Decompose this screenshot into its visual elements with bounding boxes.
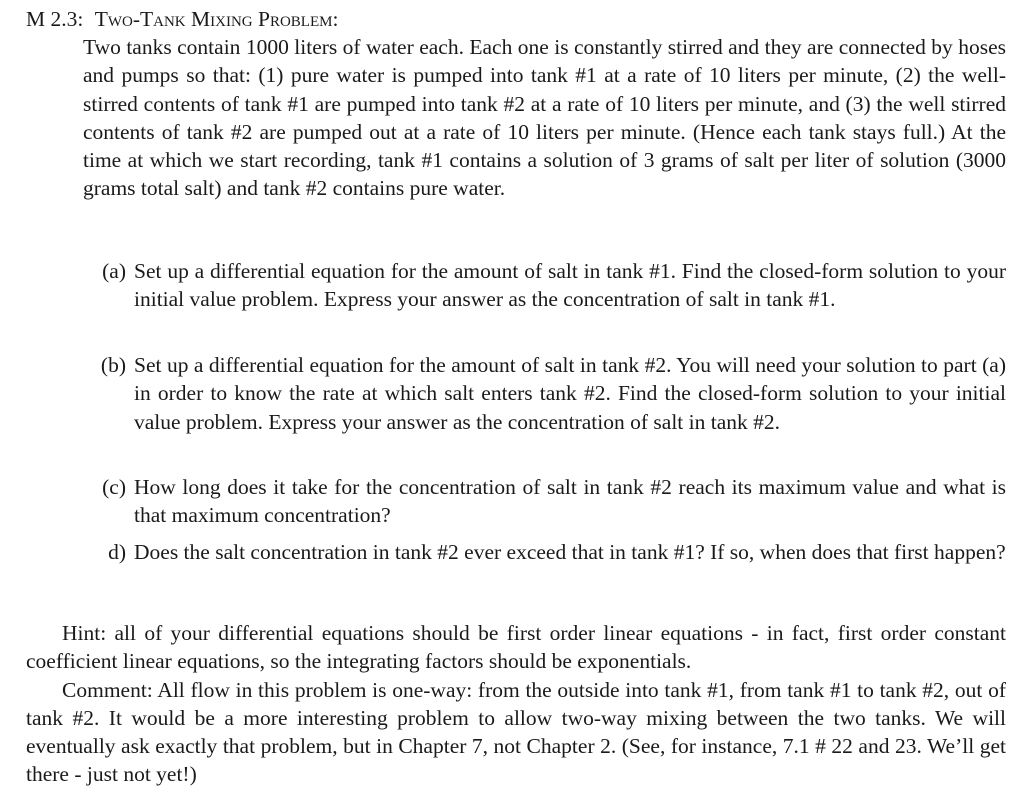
problem-header [26, 5, 1006, 33]
part-text: Does the salt concentration in tank #2 ever exceed that in tank #1? If so, when does that first happen? [134, 540, 1006, 564]
part-label: (b) [100, 353, 126, 377]
part-text: Set up a differential equation for the amount of salt in tank #2. You will need your solution to part (a) in order to know the rate at which salt enters tank #2. Find the closed-form solution to your initial value problem. Express your answer as the concentration of salt in tank #2. [134, 353, 1006, 434]
notes-section [26, 619, 1006, 789]
part-text: Set up a differential equation for the amount of salt in tank #1. Find the closed-form solution to your initial value problem. Express your answer as the concentration of salt in tank #1. [134, 259, 1006, 312]
problem-title: Two-Tank Mixing Problem: [94, 7, 339, 31]
comment-paragraph: Comment: All flow in this problem is one-way: from the outside into tank #1, from tank #1 to tank #2, out of tank #2. It would be a more interesting problem to allow two-way mixing between the two tanks. We will eventually ask exactly that problem, but in Chapter 7, not Chapter 2. (See, for instance, 7.1 # 22 and 23. We’ll get there - just not yet!) [26, 677, 1006, 787]
problem-statement: Two tanks contain 1000 liters of water each. Each one is constantly stirred and they are connected by hoses and pumps so that: (1) pure water is pumped into tank #1 at a rate of 10 liters per minute, (2) the well-stirred contents of tank #1 are pumped into tank #2 at a rate of 10 liters per minute, and (3) the well stirred contents of tank #2 are pumped out at a rate of 10 liters per minute. (Hence each tank stays full.) At the time at which we start recording, tank #1 contains a solution of 3 grams of salt per liter of solution (3000 grams total salt) and tank #2 contains pure water. [83, 35, 1006, 201]
part-text: How long does it take for the concentration of salt in tank #2 reach its maximum value and what is that maximum concentration? [134, 475, 1006, 528]
part-label: (c) [102, 475, 126, 499]
problem-number: M 2.3: [26, 7, 84, 31]
hint-paragraph: Hint: all of your differential equations should be first order linear equations - in fact, first order constant coefficient linear equations, so the integrating factors should be exponentials. [26, 621, 1006, 674]
part-label: d) [108, 540, 126, 564]
part-label: (a) [102, 259, 126, 283]
